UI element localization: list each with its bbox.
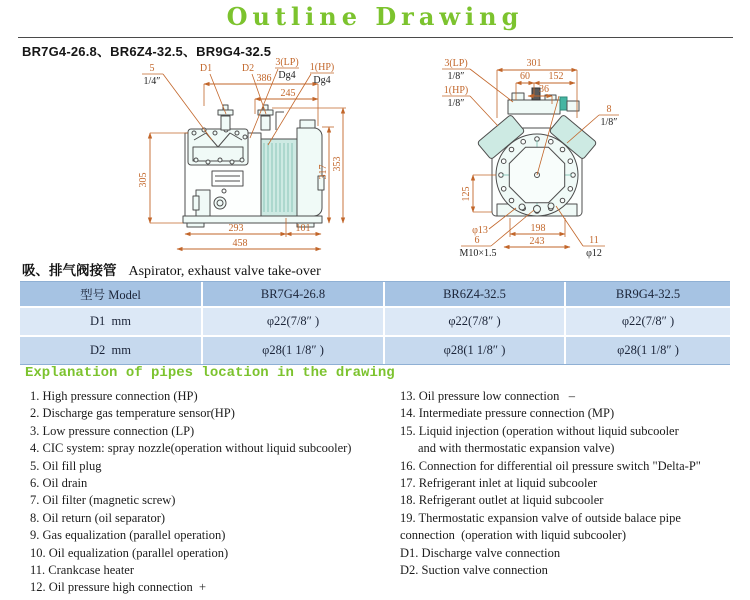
dim-317: 317 — [318, 164, 329, 180]
label-lp-size-front: 1/8″ — [447, 71, 465, 82]
list-item: 5. Oil fill plug — [30, 458, 102, 473]
dim-293: 293 — [228, 223, 244, 234]
label-8: 8 — [606, 104, 612, 115]
list-item: 12. Oil pressure high connection + — [30, 580, 207, 595]
list-item-continuation: and with thermostatic expansion valve) — [418, 441, 615, 456]
list-item: 3. Low pressure connection (LP) — [30, 423, 195, 438]
header-br6z4: BR6Z4-32.5 — [385, 282, 564, 306]
valve-caption-zh: 吸、排气阀接管 — [22, 263, 117, 278]
list-item: 4. CIC system: spray nozzle(operation without liquid subcooler) — [30, 441, 352, 456]
row-d2-label: D2 mm — [20, 337, 201, 364]
header-model: 型号 Model — [20, 282, 201, 306]
valve-caption — [22, 259, 321, 280]
dim-101: 101 — [295, 223, 311, 234]
list-item: 2. Discharge gas temperature sensor(HP) — [30, 406, 235, 421]
label-11: 11 — [589, 235, 599, 246]
row-d2-v1: φ28(1 1/8″ ) — [203, 337, 383, 364]
list-item: 17. Refrigerant inlet at liquid subcooler — [400, 476, 598, 491]
label-hp-front: 1(HP) — [443, 85, 469, 96]
dim-353: 353 — [332, 156, 343, 172]
list-item: 6. Oil drain — [30, 476, 88, 491]
label-lp-size: Dg4 — [278, 70, 296, 81]
label-d1: D1 — [199, 63, 213, 74]
dim-152: 152 — [548, 71, 564, 82]
explanation-list-right — [400, 388, 745, 579]
list-item: 16. Connection for differential oil pressure switch "Delta-P" — [400, 458, 701, 473]
label-d2: D2 — [241, 63, 255, 74]
compressor-front-view — [477, 88, 597, 216]
dim-125: 125 — [461, 186, 472, 202]
dim-386: 386 — [256, 73, 272, 84]
explanation-list-left — [30, 388, 395, 597]
row-d1-v1: φ22(7/8″ ) — [203, 308, 383, 335]
label-oil-plug-num: 5 — [149, 63, 155, 74]
row-d2-v3: φ28(1 1/8″ ) — [566, 337, 730, 364]
table-header-row — [20, 282, 730, 306]
label-oil-plug-size: 1/4″ — [143, 76, 161, 87]
label-lp-front: 3(LP) — [444, 58, 468, 69]
list-item: 8. Oil return (oil separator) — [30, 510, 166, 525]
label-m10: M10×1.5 — [459, 248, 497, 259]
dim-198: 198 — [530, 223, 546, 234]
dim-458: 458 — [232, 238, 248, 249]
dim-301: 301 — [526, 58, 542, 69]
list-item: 14. Intermediate pressure connection (MP) — [400, 406, 615, 421]
table-row-d1 — [20, 308, 730, 335]
list-item: 19. Thermostatic expansion valve of outside balace pipe — [400, 510, 681, 525]
list-item: D1. Discharge valve connection — [400, 545, 561, 560]
dim-60: 60 — [520, 71, 530, 82]
list-item: 7. Oil filter (magnetic screw) — [30, 493, 176, 508]
dim-36: 36 — [539, 84, 549, 95]
list-item: 9. Gas equalization (parallel operation) — [30, 528, 226, 543]
list-item: 18. Refrigerant outlet at liquid subcooler — [400, 493, 604, 508]
outline-drawings — [15, 55, 735, 260]
explanation-heading: Explanation of pipes location in the drawing — [25, 365, 395, 381]
row-d1-v3: φ22(7/8″ ) — [566, 308, 730, 335]
table-row-d2 — [20, 337, 730, 364]
header-br9g4: BR9G4-32.5 — [566, 282, 730, 306]
list-item: 11. Crankcase heater — [30, 563, 134, 578]
title-rule — [18, 37, 733, 38]
list-item: D2. Suction valve connection — [400, 563, 548, 578]
list-item: 15. Liquid injection (operation without liquid subcooler — [400, 423, 679, 438]
compressor-side-view — [183, 105, 324, 227]
list-item: 10. Oil equalization (parallel operation) — [30, 545, 229, 560]
list-item-continuation: connection (operation with liquid subcooler) — [400, 528, 626, 543]
label-8-size: 1/8″ — [600, 117, 618, 128]
dim-245: 245 — [280, 88, 296, 99]
label-phi13: φ13 — [472, 225, 488, 236]
list-item: 13. Oil pressure low connection – — [400, 389, 575, 403]
valve-caption-en: Aspirator, exhaust valve take-over — [128, 264, 321, 279]
model-spec-table — [20, 281, 730, 365]
label-phi12: φ12 — [586, 248, 602, 259]
model-names: BR7G4-26.8、BR6Z4-32.5、BR9G4-32.5 — [22, 44, 272, 59]
label-hp-size: Dg4 — [313, 75, 331, 86]
row-d1-label: D1 mm — [20, 308, 201, 335]
dim-243: 243 — [529, 236, 545, 247]
page-title: Outline Drawing — [226, 2, 524, 31]
row-d2-v2: φ28(1 1/8″ ) — [385, 337, 564, 364]
label-hp-size-front: 1/8″ — [447, 98, 465, 109]
list-item: 1. High pressure connection (HP) — [30, 389, 198, 403]
label-6: 6 — [474, 235, 480, 246]
label-lp: 3(LP) — [275, 57, 299, 68]
label-hp: 1(HP) — [309, 62, 335, 73]
row-d1-v2: φ22(7/8″ ) — [385, 308, 564, 335]
header-br7g4: BR7G4-26.8 — [203, 282, 383, 306]
dim-305: 305 — [138, 172, 149, 188]
